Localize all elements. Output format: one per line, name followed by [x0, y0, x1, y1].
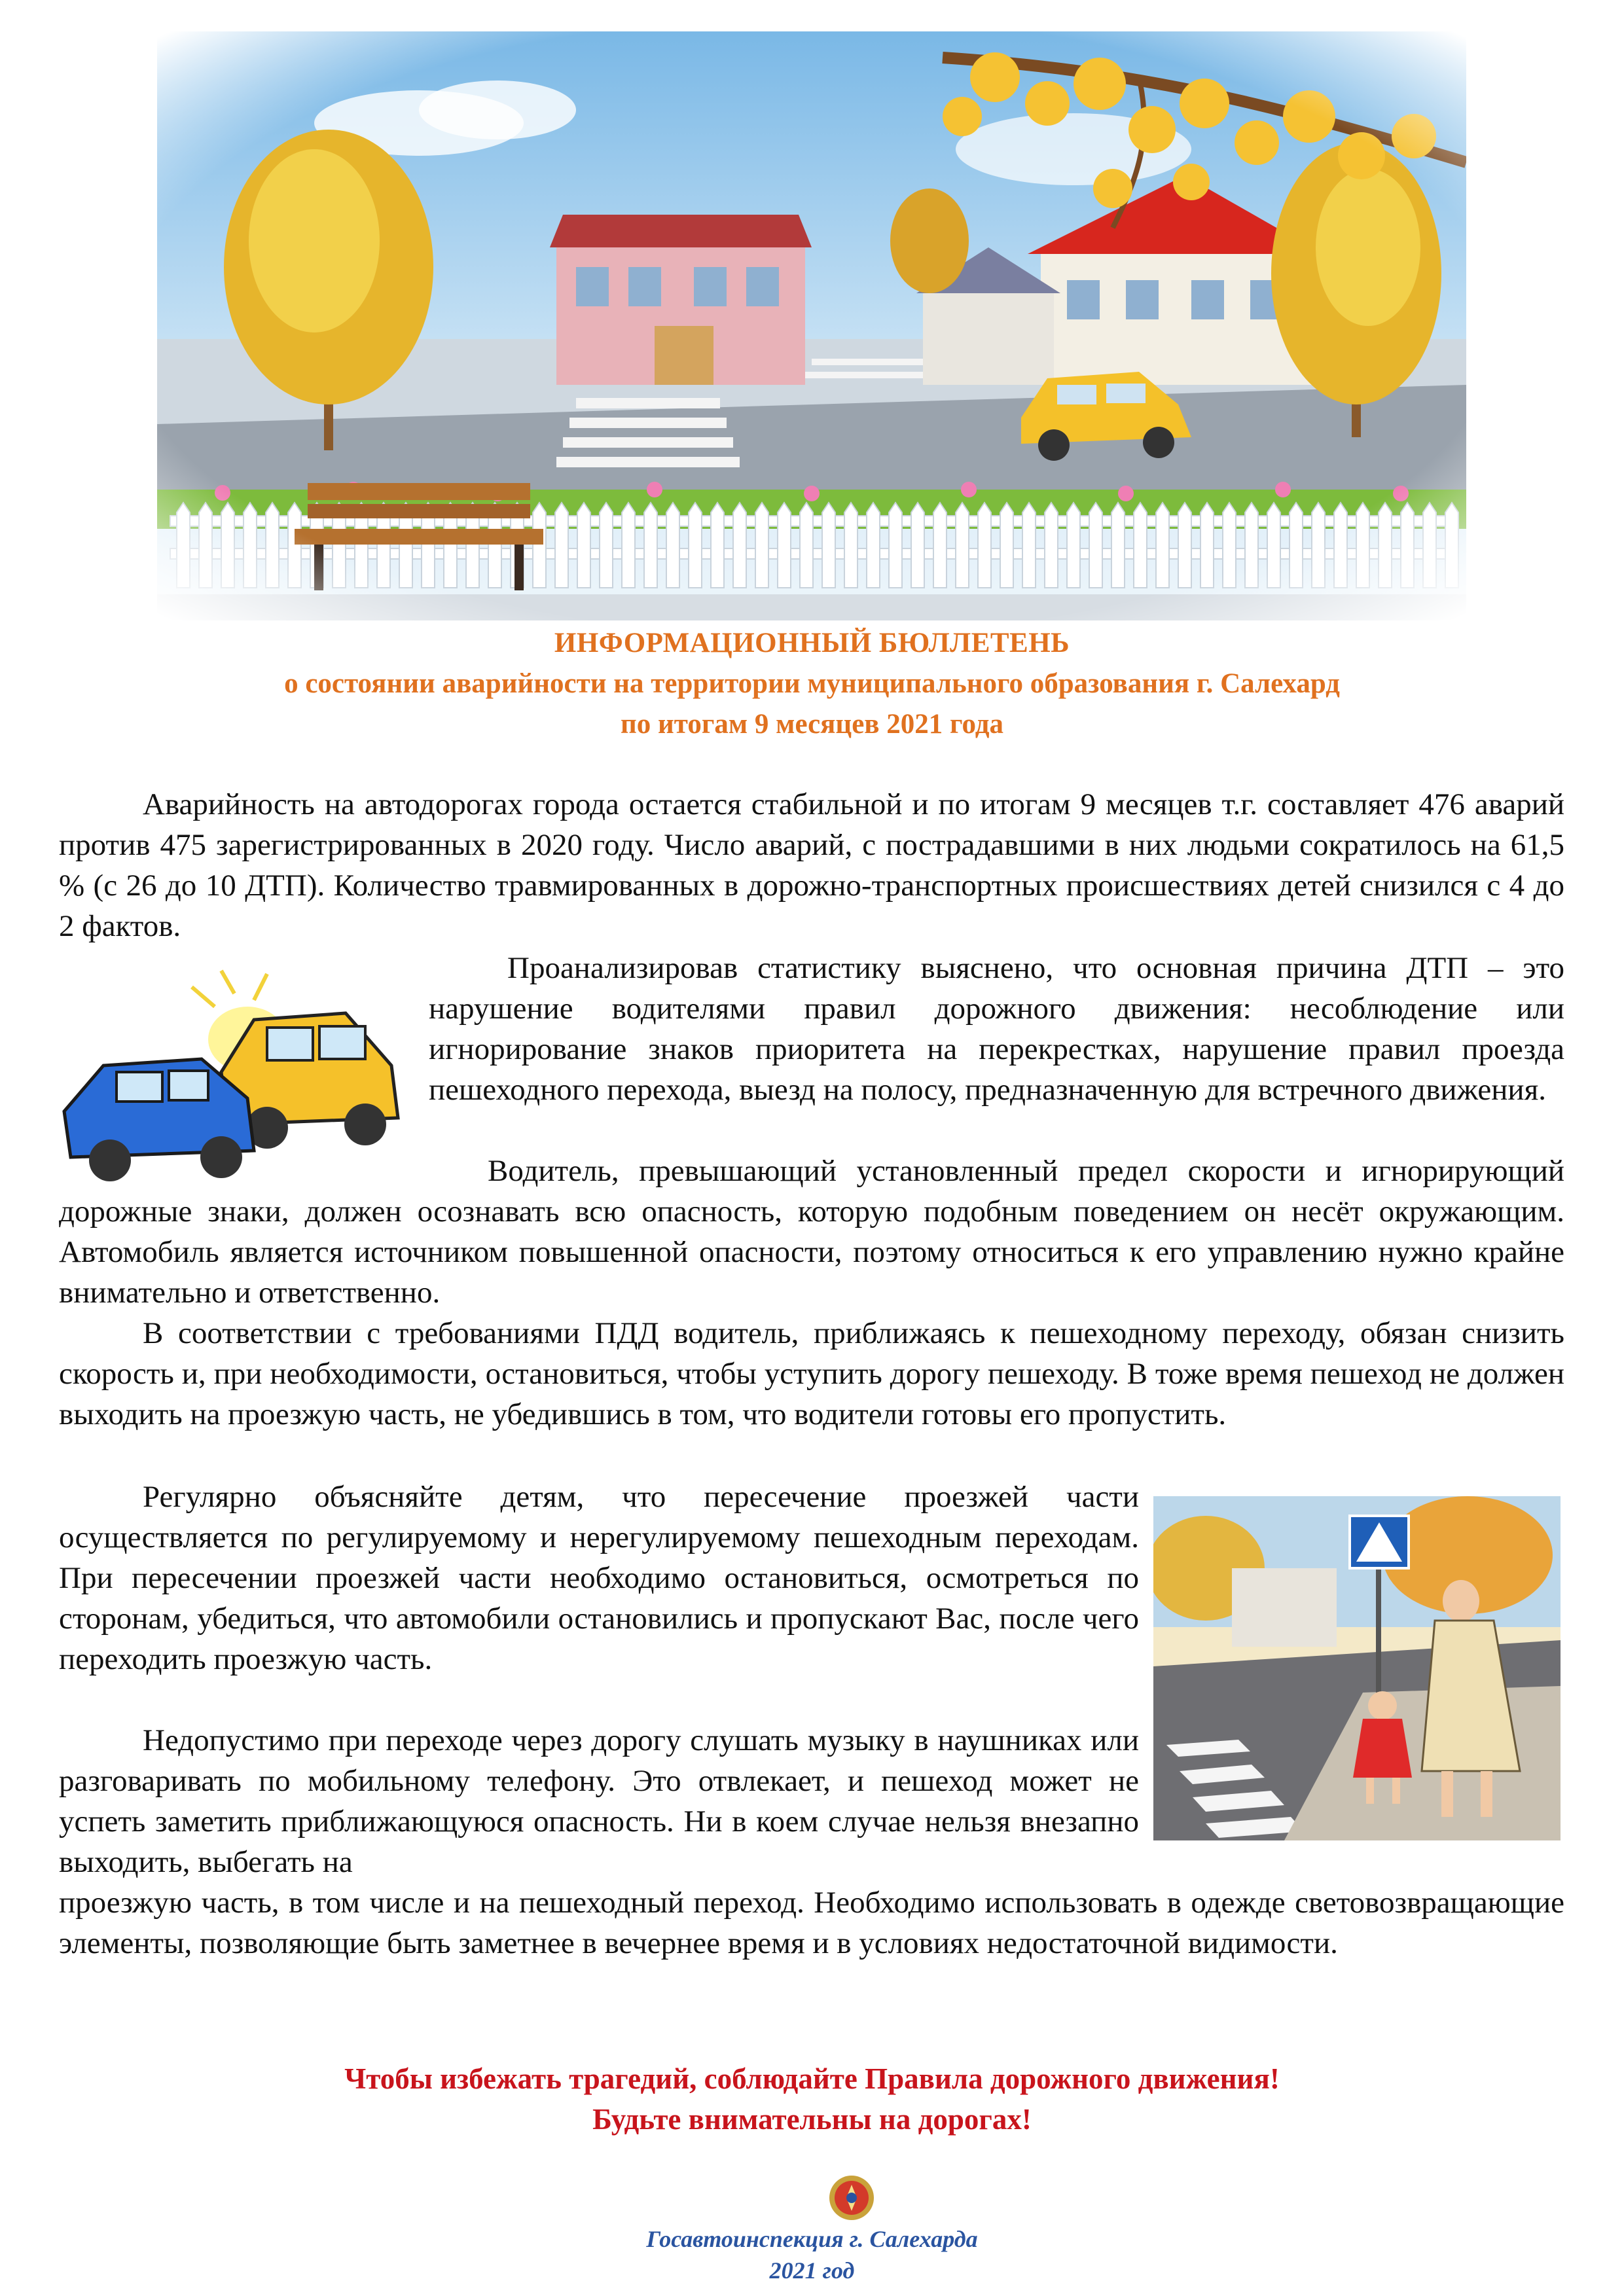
- autumn-street-illustration: [157, 31, 1466, 620]
- paragraph-no-headphones: Недопустимо при переходе через дорогу слушать музыку в наушниках или разговаривать по мобильному телефону. Это отвлекает, и пешеход может не успеть заметить приближающуюся опасность. Ни в коем случае нельзя внезапно выходить, выбегать на: [59, 1723, 1139, 1879]
- footer-organization: Госавтоинспекция г. Салехарда: [646, 2226, 978, 2252]
- slogan-line-1: Чтобы избежать трагедий, соблюдайте Правила дорожного движения!: [344, 2062, 1280, 2095]
- paragraph-causes: Проанализировав статистику выяснено, что основная причина ДТП – это нарушение водителями правил дорожного движения: несоблюдение или игнорирование знаков приоритета на перекрестках, нарушение правил проезда пешеходного перехода, выезд на полосу, предназначенную для встречного движения.: [429, 951, 1564, 1107]
- traffic-police-emblem-icon: [828, 2172, 875, 2224]
- paragraph-reflective-elements: проезжую часть, в том числе и на пешеходный переход. Необходимо использовать в одежде световозвращающие элементы, позволяющие быть заметнее в вечернее время и в условиях недостаточной видимости.: [59, 1886, 1564, 1960]
- bulletin-period: по итогам 9 месяцев 2021 года: [621, 709, 1003, 740]
- slogan-line-2: Будьте внимательны на дорогах!: [592, 2103, 1032, 2136]
- paragraph-driver-speeding: Водитель, превышающий установленный предел скорости и игнорирующий дорожные знаки, должен осознавать всю опасность, которую подобным поведением он несёт окружающим. Автомобиль является источником повышенной опасности, поэтому относиться к его управлению нужно крайне внимательно и ответственно.: [59, 1154, 1564, 1310]
- bulletin-title: ИНФОРМАЦИОННЫЙ БЮЛЛЕТЕНЬ: [554, 628, 1070, 658]
- paragraph-statistics: Аварийность на автодорогах города остается стабильной и по итогам 9 месяцев т.г. составляет 476 аварий против 475 зарегистрированных в 2020 году. Число аварий, с пострадавшими в них людьми сократилось на 61,5 % (с 26 до 10 ДТП). Количество травмированных в дорожно-транспортных происшествиях детей снизился с 4 до 2 фактов.: [59, 787, 1564, 943]
- footer-year: 2021 год: [769, 2257, 855, 2284]
- paragraph-pedestrian-crossing-rules: В соответствии с требованиями ПДД водитель, приближаясь к пешеходному переходу, обязан снизить скорость и, при необходимости, остановиться, чтобы уступить дорогу пешеходу. В тоже время пешеход не должен выходить на проезжую часть, не убедившись в том, что водители готовы его пропустить.: [59, 1316, 1564, 1431]
- pedestrian-crossing-illustration: [1153, 1496, 1561, 1840]
- bulletin-subtitle: о состоянии аварийности на территории муниципального образования г. Салехард: [284, 668, 1340, 699]
- paragraph-explain-to-children: Регулярно объясняйте детям, что пересечение проезжей части осуществляется по регулируемому и нерегулируемому пешеходным переходам. При пересечении проезжей части необходимо остановиться, осмотреться по сторонам, убедиться, что автомобили остановились и пропускают Вас, после чего переходить проезжую часть.: [59, 1480, 1139, 1676]
